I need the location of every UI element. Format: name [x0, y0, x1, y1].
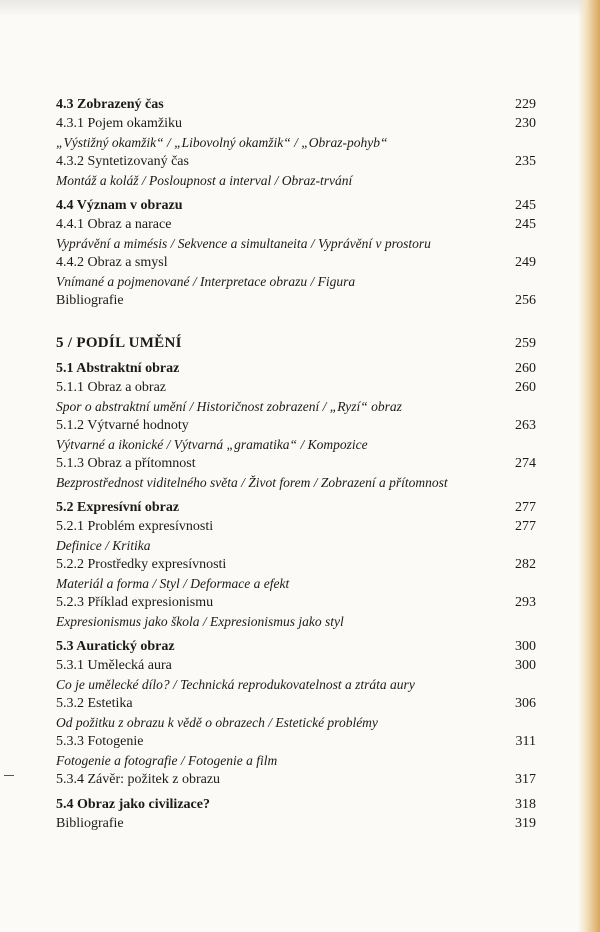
entry-title: 4.4.1 Obraz a narace — [56, 217, 172, 232]
section-title: 5.4 Obraz jako civilizace? — [56, 797, 210, 812]
entry-subtopics: Materiál a forma / Styl / Deformace a efekt — [56, 576, 290, 591]
toc-section-heading — [56, 359, 536, 378]
entry-title: 5.2.2 Prostředky expresívnosti — [56, 557, 227, 572]
entry-subtopics: Od požitku z obrazu k vědě o obrazech / Estetické problémy — [56, 715, 378, 730]
toc-entry — [56, 454, 536, 473]
page-number: 256 — [515, 293, 536, 308]
toc-section-4-4 — [56, 196, 536, 310]
margin-mark — [4, 775, 14, 776]
page-number: 277 — [515, 519, 536, 534]
toc-entry — [56, 152, 536, 171]
toc-entry — [56, 253, 536, 272]
toc-entry — [56, 694, 536, 713]
toc-bibliography — [56, 814, 536, 833]
page-number: 245 — [515, 217, 536, 232]
entry-subtopics: Definice / Kritika — [56, 538, 151, 553]
section-title: 5.1 Abstraktní obraz — [56, 361, 180, 376]
bibliography-title: Bibliografie — [56, 293, 124, 308]
page-number: 249 — [515, 255, 536, 270]
toc-entry — [56, 378, 536, 397]
page-number: 293 — [515, 595, 536, 610]
entry-subtopics: Co je umělecké dílo? / Technická reprodukovatelnost a ztráta aury — [56, 677, 415, 692]
toc-section-heading — [56, 95, 536, 114]
entry-title: 5.2.1 Problém expresívnosti — [56, 519, 214, 534]
toc-entry — [56, 555, 536, 574]
toc-entry — [56, 416, 536, 435]
page-number: 317 — [515, 772, 536, 787]
page-number: 274 — [515, 456, 536, 471]
entry-title: 5.1.2 Výtvarné hodnoty — [56, 418, 189, 433]
entry-title: 5.3.1 Umělecká aura — [56, 658, 172, 673]
table-of-contents — [56, 95, 536, 833]
page-shadow-top — [0, 0, 600, 16]
toc-entry — [56, 215, 536, 234]
page-number: 229 — [515, 97, 536, 112]
page-number: 319 — [515, 816, 536, 831]
section-title: 4.3 Zobrazený čas — [56, 97, 164, 112]
entry-title: 4.3.2 Syntetizovaný čas — [56, 154, 189, 169]
page-number: 259 — [515, 336, 536, 351]
page-number: 311 — [515, 734, 536, 749]
toc-section-heading — [56, 498, 536, 517]
toc-section-heading — [56, 795, 536, 814]
entry-title: 5.3.4 Závěr: požitek z obrazu — [56, 772, 221, 787]
toc-section-5-3 — [56, 637, 536, 789]
toc-entry — [56, 732, 536, 751]
toc-section-5-1 — [56, 359, 536, 492]
section-title: 5.3 Auratický obraz — [56, 639, 175, 654]
page-number: 300 — [515, 639, 536, 654]
entry-subtopics: Expresionismus jako škola / Expresionismus jako styl — [56, 614, 344, 629]
section-title: 4.4 Význam v obrazu — [56, 198, 183, 213]
entry-subtopics: Spor o abstraktní umění / Historičnost zobrazení / „Ryzí“ obraz — [56, 399, 402, 414]
toc-section-5-2 — [56, 498, 536, 631]
entry-title: 5.2.3 Příklad expresionismu — [56, 595, 214, 610]
toc-chapter-5 — [56, 334, 536, 353]
bibliography-title: Bibliografie — [56, 816, 124, 831]
page-number: 260 — [515, 361, 536, 376]
page-number: 282 — [515, 557, 536, 572]
entry-subtopics: Vyprávění a mimésis / Sekvence a simultaneita / Vyprávění v prostoru — [56, 236, 431, 251]
entry-subtopics: „Výstižný okamžik“ / „Libovolný okamžik“ / „Obraz-pohyb“ — [56, 135, 388, 150]
entry-title: 4.4.2 Obraz a smysl — [56, 255, 168, 270]
entry-subtopics: Fotogenie a fotografie / Fotogenie a film — [56, 753, 278, 768]
entry-title: 5.1.3 Obraz a přítomnost — [56, 456, 196, 471]
page-edge-right — [578, 0, 600, 932]
chapter-title: 5 / PODÍL UMĚNÍ — [56, 335, 182, 351]
entry-title: 5.3.2 Estetika — [56, 696, 133, 711]
page-number: 300 — [515, 658, 536, 673]
entry-title: 5.1.1 Obraz a obraz — [56, 380, 167, 395]
page-number: 306 — [515, 696, 536, 711]
toc-chapter-heading — [56, 334, 536, 353]
toc-section-5-4 — [56, 795, 536, 833]
toc-section-heading — [56, 637, 536, 656]
toc-entry — [56, 114, 536, 133]
page-number: 318 — [515, 797, 536, 812]
toc-section-heading — [56, 196, 536, 215]
section-title: 5.2 Expresívní obraz — [56, 500, 180, 515]
page-number: 235 — [515, 154, 536, 169]
page-number: 260 — [515, 380, 536, 395]
page-number: 230 — [515, 116, 536, 131]
toc-entry — [56, 593, 536, 612]
toc-bibliography — [56, 291, 536, 310]
page-number: 263 — [515, 418, 536, 433]
entry-title: 5.3.3 Fotogenie — [56, 734, 144, 749]
entry-subtopics: Bezprostřednost viditelného světa / Život forem / Zobrazení a přítomnost — [56, 475, 448, 490]
page-number: 277 — [515, 500, 536, 515]
toc-section-4-3 — [56, 95, 536, 190]
entry-subtopics: Výtvarné a ikonické / Výtvarná „gramatika“ / Kompozice — [56, 437, 368, 452]
toc-entry — [56, 517, 536, 536]
entry-subtopics: Montáž a koláž / Posloupnost a interval / Obraz-trvání — [56, 173, 353, 188]
page-number: 245 — [515, 198, 536, 213]
entry-subtopics: Vnímané a pojmenované / Interpretace obrazu / Figura — [56, 274, 356, 289]
entry-title: 4.3.1 Pojem okamžiku — [56, 116, 182, 131]
toc-entry — [56, 770, 536, 789]
toc-entry — [56, 656, 536, 675]
